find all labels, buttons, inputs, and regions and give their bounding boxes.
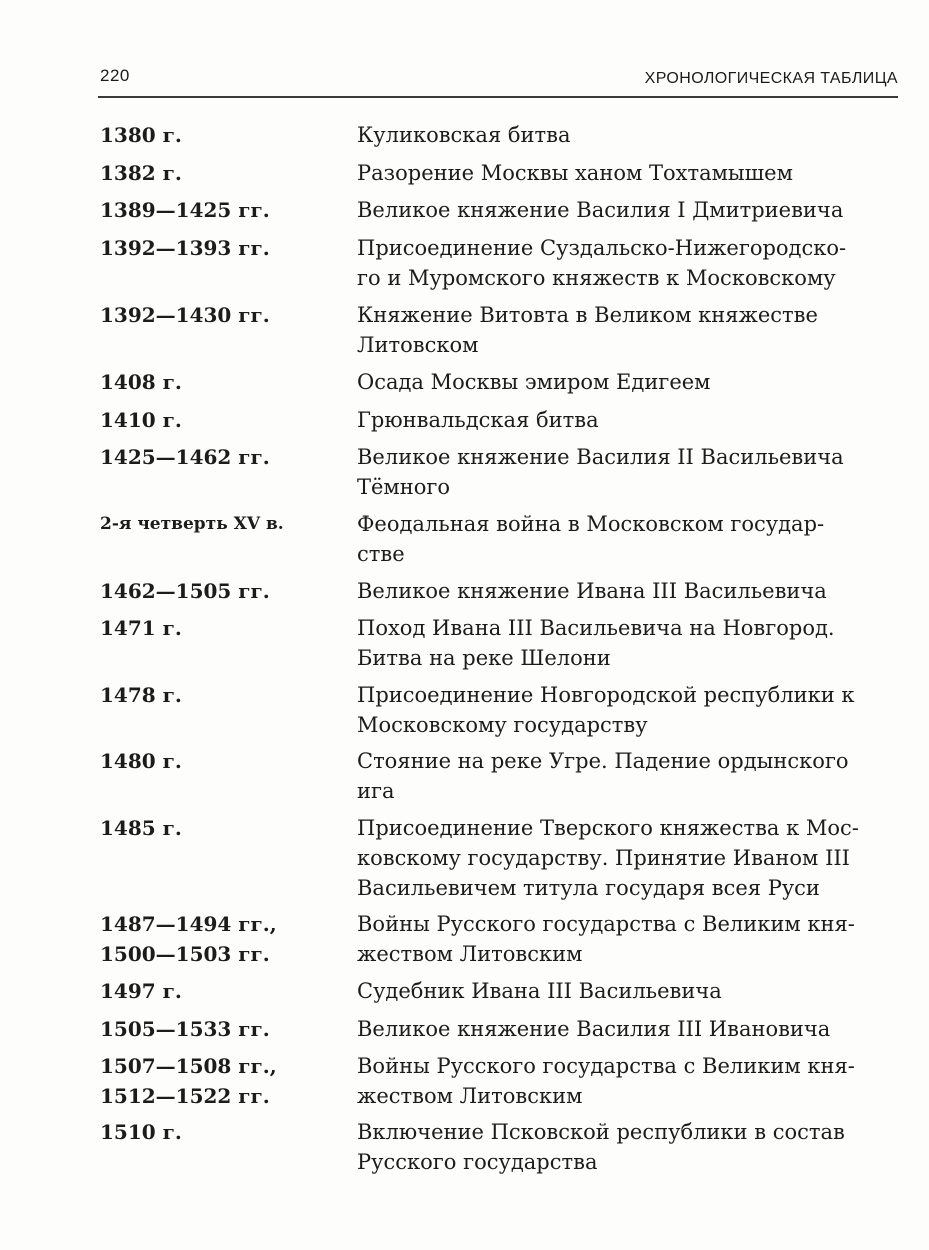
date-cell: 2-я четверть XV в. <box>100 514 284 534</box>
date-cell: 1410 г. <box>100 408 182 432</box>
chronology-row <box>100 909 900 976</box>
event-cell: Великое княжение Василия II Васильевича Тёмного <box>357 445 844 499</box>
date-cell: 1392—1430 гг. <box>100 303 270 327</box>
event-cell: Осада Москвы эмиром Едигеем <box>357 370 711 394</box>
event-cell: Куликовская битва <box>357 123 571 147</box>
event-cell: Присоединение Тверского княжества к Мос- ковскому государству. Принятие Иваном III Васильевичем титула государя всея Руси <box>357 816 859 900</box>
chronology-row <box>100 1051 900 1117</box>
date-cell: 1392—1393 гг. <box>100 236 270 260</box>
running-title: ХРОНОЛОГИЧЕСКАЯ ТАБЛИЦА <box>644 70 898 87</box>
date-cell: 1480 г. <box>100 749 182 773</box>
chronology-row <box>100 746 900 813</box>
event-cell: Грюнвальдская битва <box>357 408 599 432</box>
date-cell: 1380 г. <box>100 123 182 147</box>
event-cell: Судебник Ивана III Васильевича <box>357 979 722 1003</box>
date-cell: 1485 г. <box>100 816 182 840</box>
chronology-row <box>100 576 900 613</box>
chronology-row <box>100 813 900 909</box>
chronology-row <box>100 442 900 509</box>
event-cell: Присоединение Новгородской республики к Московскому государству <box>357 683 855 737</box>
event-cell: Включение Псковской республики в состав Русского государства <box>357 1120 845 1174</box>
date-cell: 1487—1494 гг., 1500—1503 гг. <box>100 912 277 966</box>
event-cell: Поход Ивана III Васильевича на Новгород. Битва на реке Шелони <box>357 616 835 670</box>
date-cell: 1478 г. <box>100 683 182 707</box>
chronology-row <box>100 976 900 1014</box>
date-cell: 1425—1462 гг. <box>100 445 270 469</box>
date-cell: 1408 г. <box>100 370 182 394</box>
event-cell: Разорение Москвы ханом Тохтамышем <box>357 161 793 185</box>
event-cell: Стояние на реке Угре. Падение ордынского ига <box>357 749 849 803</box>
page-header <box>98 62 898 98</box>
chronology-row <box>100 367 900 405</box>
event-cell: Великое княжение Василия III Ивановича <box>357 1017 831 1041</box>
chronology-table <box>100 120 900 1183</box>
date-cell: 1510 г. <box>100 1120 182 1144</box>
chronology-row <box>100 158 900 195</box>
chronology-row <box>100 1117 900 1183</box>
event-cell: Присоединение Суздальско-Нижегородско- го и Муромского княжеств к Московскому <box>357 236 847 290</box>
event-cell: Великое княжение Василия I Дмитриевича <box>357 198 844 222</box>
date-cell: 1462—1505 гг. <box>100 579 270 603</box>
chronology-row <box>100 195 900 233</box>
event-cell: Войны Русского государства с Великим кня- жеством Литовским <box>357 1054 855 1108</box>
event-cell: Княжение Витовта в Великом княжестве Литовском <box>357 303 818 357</box>
event-cell: Войны Русского государства с Великим кня- жеством Литовским <box>357 912 855 966</box>
date-cell: 1471 г. <box>100 616 182 640</box>
date-cell: 1505—1533 гг. <box>100 1017 270 1041</box>
chronology-row <box>100 613 900 680</box>
page-number: 220 <box>100 66 130 85</box>
chronology-row <box>100 680 900 746</box>
date-cell: 1507—1508 гг., 1512—1522 гг. <box>100 1054 277 1108</box>
chronology-row <box>100 405 900 442</box>
date-cell: 1389—1425 гг. <box>100 198 270 222</box>
chronology-row <box>100 120 900 158</box>
date-cell: 1497 г. <box>100 979 182 1003</box>
chronology-row <box>100 1014 900 1051</box>
chronology-row <box>100 300 900 367</box>
date-cell: 1382 г. <box>100 161 182 185</box>
event-cell: Великое княжение Ивана III Васильевича <box>357 579 827 603</box>
chronology-row <box>100 233 900 300</box>
event-cell: Феодальная война в Московском государ- стве <box>357 512 825 566</box>
chronology-row <box>100 509 900 576</box>
